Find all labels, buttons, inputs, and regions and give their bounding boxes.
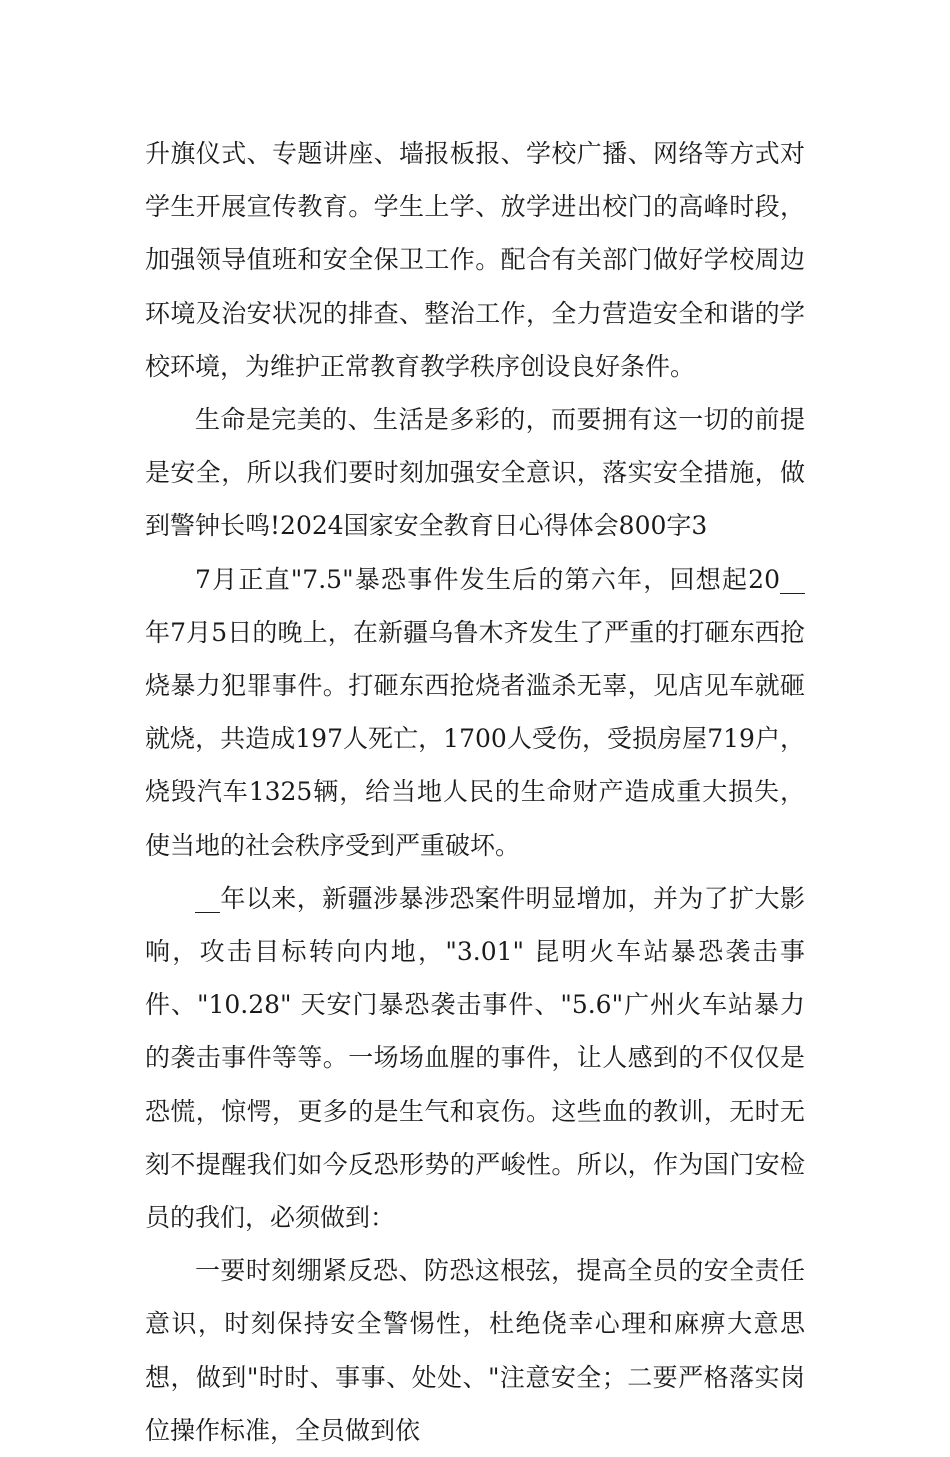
paragraph-continuation: 升旗仪式、专题讲座、墙报板报、学校广播、网络等方式对学生开展宣传教育。学生上学、放学进出校门的高峰时段，加强领导值班和安全保卫工作。配合有关部门做好学校周边环境及治安状况的排查、整治工作，全力营造安全和谐的学校环境，为维护正常教育教学秩序创设良好条件。 — [145, 139, 805, 381]
paragraph: 生命是完美的、生活是多彩的，而要拥有这一切的前提是安全，所以我们要时刻加强安全意识，落实安全措施，做到警钟长鸣!2024国家安全教育日心得体会800字3 — [145, 405, 805, 541]
paragraph: 7月正直"7.5"暴恐事件发生后的第六年，回想起20__年7月5日的晚上，在新疆乌鲁木齐发生了严重的打砸东西抢烧暴力犯罪事件。打砸东西抢烧者滥杀无辜，见店见车就砸就烧，共造成197人死亡，1700人受伤，受损房屋719户，烧毁汽车1325辆，给当地人民的生命财产造成重大损失，使当地的社会秩序受到严重破坏。 — [145, 564, 805, 860]
paragraph: 一要时刻绷紧反恐、防恐这根弦，提高全员的安全责任意识，时刻保持安全警惕性，杜绝侥幸心理和麻痹大意思想，做到"时时、事事、处处、"注意安全；二要严格落实岗位操作标准，全员做到依 — [145, 1256, 805, 1445]
document-body — [145, 127, 805, 1457]
paragraph: __年以来，新疆涉暴涉恐案件明显增加，并为了扩大影响，攻击目标转向内地，"3.01" 昆明火车站暴恐袭击事件、"10.28" 天安门暴恐袭击事件、"5.6"广州火车站暴力的袭击事件等等。一场场血腥的事件，让人感到的不仅仅是恐慌，惊愕，更多的是生气和哀伤。这些血的教训，无时无刻不提醒我们如今反恐形势的严峻性。所以，作为国门安检员的我们，必须做到： — [145, 883, 805, 1233]
